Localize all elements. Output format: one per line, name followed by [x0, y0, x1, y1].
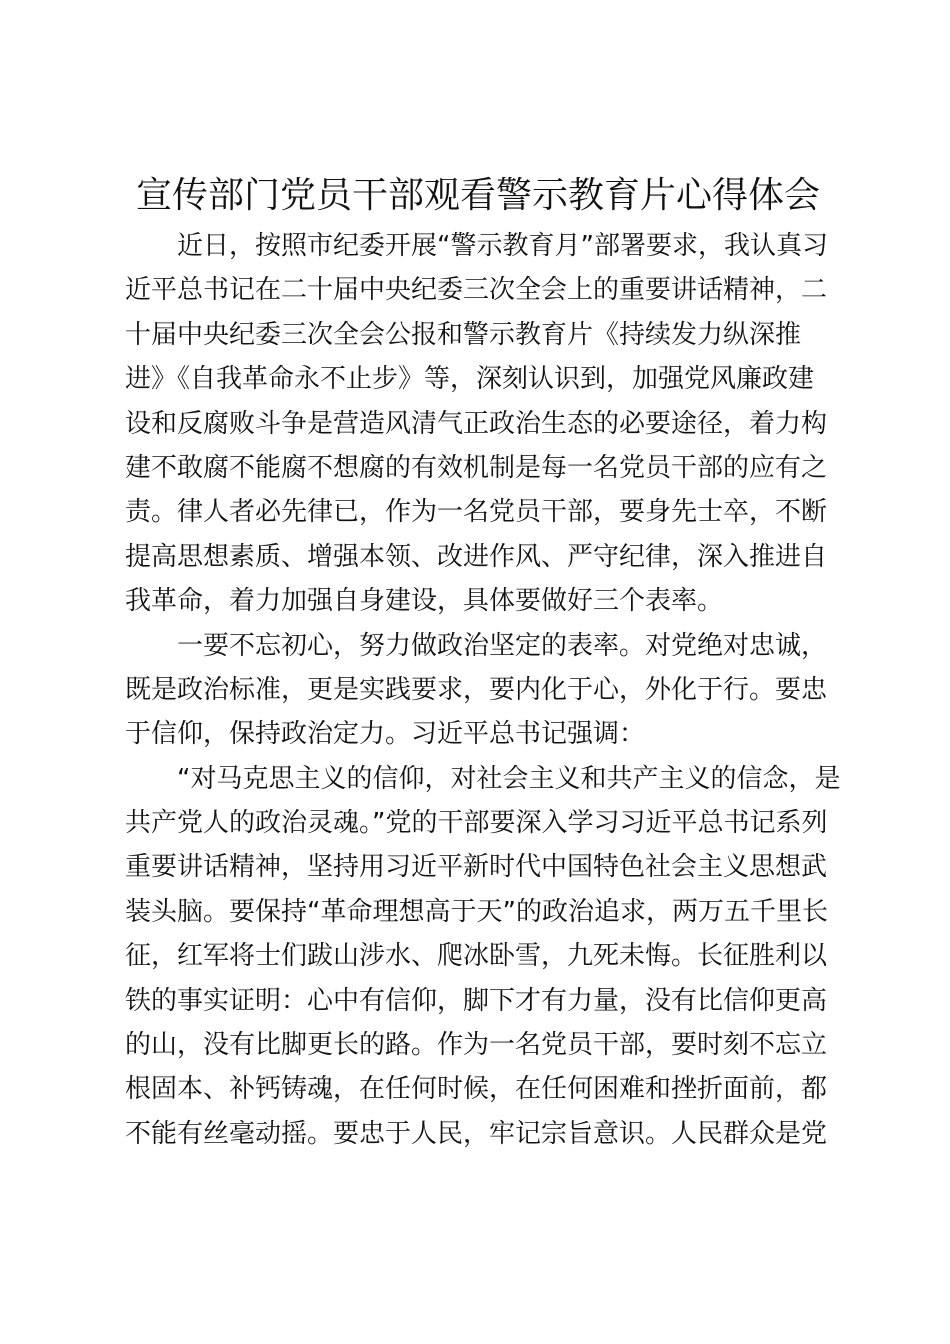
text-line: 共产党人的政治灵魂。”党的干部要深入学习习近平总书记系列: [125, 808, 828, 839]
text-line: 设和反腐败斗争是营造风清气正政治生态的必要途径，着力构: [125, 408, 828, 439]
text-line: 重要讲话精神，坚持用习近平新时代中国特色社会主义思想武: [125, 852, 828, 883]
text-line: 进》《自我革命永不止步》等，深刻认识到，加强党风廉政建: [125, 364, 815, 395]
text-line: 装头脑。要保持“革命理想高于天”的政治追求，两万五千里长: [125, 896, 828, 927]
text-line: 征，红军将士们跋山涉水、爬冰卧雪，九死未悔。长征胜利以: [125, 941, 828, 972]
text-line: 一要不忘初心，努力做政治坚定的表率。对党绝对忠诚，: [177, 630, 828, 661]
document-title: 宣传部门党员干部观看警示教育片心得体会: [135, 175, 820, 216]
paragraph-2: [125, 624, 831, 757]
paragraph-3: [125, 757, 841, 1157]
text-line: 责。律人者必先律已，作为一名党员干部，要身先士卒，不断: [125, 497, 828, 528]
text-line: 十届中央纪委三次全会公报和警示教育片《持续发力纵深推: [125, 319, 802, 350]
text-line: 不能有丝毫动摇。要忠于人民，牢记宗旨意识。人民群众是党: [125, 1118, 828, 1149]
document-body: [125, 224, 841, 1156]
paragraph-1: [125, 224, 831, 624]
text-line: “对马克思主义的信仰，对社会主义和共产主义的信念，是: [177, 763, 841, 794]
text-line: 近日，按照市纪委开展“警示教育月”部署要求，我认真习: [177, 231, 828, 261]
text-line: 铁的事实证明：心中有信仰，脚下才有力量，没有比信仰更高: [125, 985, 828, 1016]
text-line: 既是政治标准，更是实践要求，要内化于心，外化于行。要忠: [125, 674, 828, 705]
text-line: 近平总书记在二十届中央纪委三次全会上的重要讲话精神，二: [125, 275, 828, 306]
text-line: 的山，没有比脚更长的路。作为一名党员干部，要时刻不忘立: [125, 1030, 828, 1061]
text-line: 建不敢腐不能腐不想腐的有效机制是每一名党员干部的应有之: [125, 452, 828, 483]
text-line: 于信仰，保持政治定力。习近平总书记强调：: [125, 719, 646, 750]
text-line: 提高思想素质、增强本领、改进作风、严守纪律，深入推进自: [125, 541, 828, 572]
text-line: 我革命，着力加强自身建设，具体要做好三个表率。: [125, 586, 724, 617]
text-line: 根固本、补钙铸魂，在任何时候，在任何困难和挫折面前，都: [125, 1074, 828, 1105]
